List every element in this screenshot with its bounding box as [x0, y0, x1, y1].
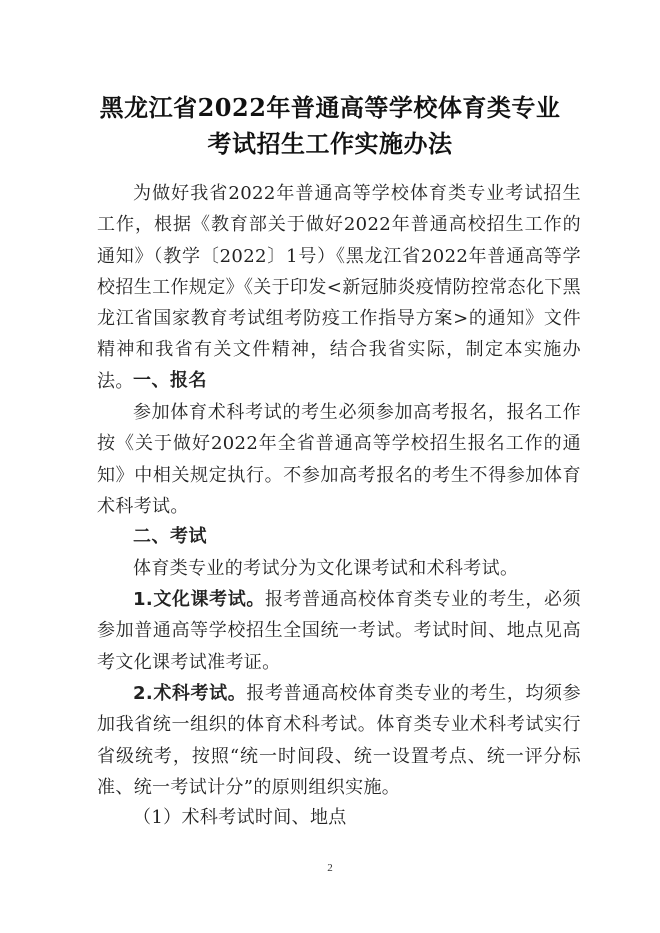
section-heading-registration: 一、报名 — [133, 370, 207, 391]
skill-exam-lead: 2.术科考试。 — [133, 683, 247, 704]
document-title-line-1: 黑龙江省2022年普通高等学校体育类专业 — [99, 93, 561, 122]
document-title-line-2: 考试招生工作实施办法 — [207, 129, 453, 158]
skill-exam-body: 报考普通高校体育类专业的考生，均须参加我省统一组织的体育术科考试。体育类专业术科考试实行省级统考，按照“统一时间段、统一设置考点、统一评分标准、统一考试计分”的原则组织实施。 — [97, 683, 581, 798]
intro-paragraph: 为做好我省2022年普通高等学校体育类专业考试招生工作，根据《教育部关于做好2022年普通高校招生工作的通知》（教学〔2022〕1号）《黑龙江省2022年普通高等学校招生工作规定》《关于印发<新冠肺炎疫情防控常态化下黑龙江省国家教育考试组考防疫工作指导方案>的通知》文件精神和我省有关文件精神，结合我省实际，制定本实施办法。 — [97, 183, 581, 392]
culture-exam-paragraph — [97, 584, 581, 678]
exam-intro-paragraph: 体育类专业的考试分为文化课考试和术科考试。 — [133, 558, 519, 579]
subsection-exam-time-place: （1）术科考试时间、地点 — [133, 807, 347, 828]
registration-paragraph: 参加体育术科考试的考生必须参加高考报名，报名工作按《关于做好2022年全省普通高等学校招生报名工作的通知》中相关规定执行。不参加高考报名的考生不得参加体育术科考试。 — [97, 402, 581, 517]
skill-exam-paragraph — [97, 678, 581, 803]
culture-exam-lead: 1.文化课考试。 — [133, 589, 265, 610]
section-heading-exam: 二、考试 — [133, 526, 207, 547]
culture-exam-body: 报考普通高校体育类专业的考生，必须参加普通高等学校招生全国统一考试。考试时间、地点见高考文化课考试准考证。 — [97, 589, 581, 673]
page-number: 2 — [327, 862, 333, 874]
